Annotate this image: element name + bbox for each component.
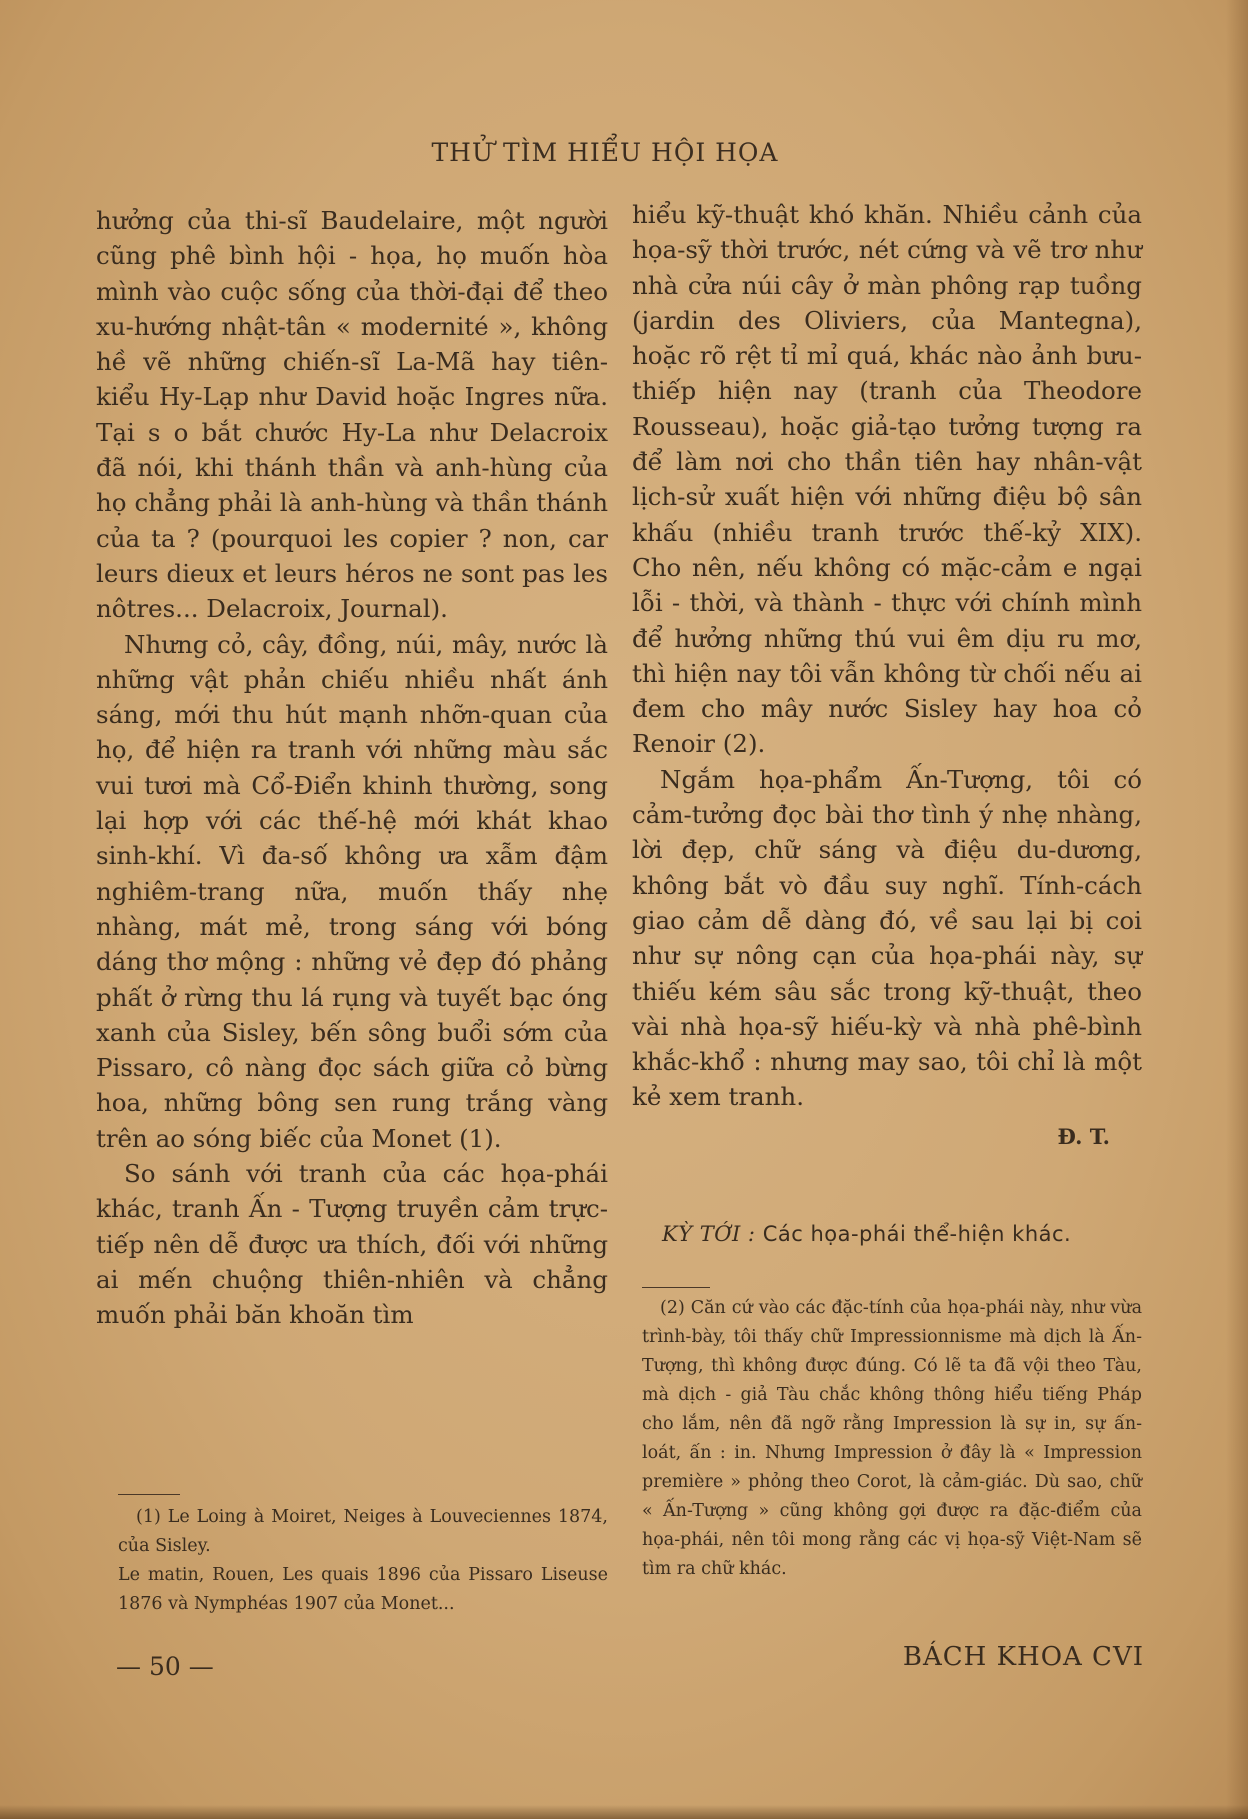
page-edge-shadow [1226, 0, 1248, 1819]
footnotes-left [118, 1503, 608, 1619]
author-signature: Đ. T. [1057, 1123, 1110, 1149]
magazine-name: BÁCH KHOA CVI [902, 1642, 1144, 1672]
left-column [96, 203, 608, 1333]
next-issue-text: Các họa-phái thể-hiện khác. [762, 1222, 1072, 1246]
right-column [632, 197, 1142, 1154]
footnote: Le matin, Rouen, Les quais 1896 của Pissaro Liseuse 1876 và Nymphéas 1907 của Monet... [118, 1565, 608, 1614]
footnote-rule [118, 1494, 180, 1495]
running-title: THỬ TÌM HIỂU HỘI HỌA [431, 138, 779, 167]
footnotes-right [642, 1294, 1142, 1584]
paragraph: hưởng của thi-sĩ Baudelaire, một người cũng phê bình hội - họa, họ muốn hòa mình vào cuộc sống của thời-đại để theo xu-hướng nhật-tân « modernité », không hề vẽ những chiến-sĩ La-Mã hay tiên-kiểu Hy-Lạp như David hoặc Ingres nữa. Tại s o bắt chước Hy-La như Delacroix đã nói, khi thánh thần và anh-hùng của họ chẳng phải là anh-hùng và thần thánh của ta ? (pourquoi les copier ? non, car leurs dieux et leurs héros ne sont pas les nôtres... Delacroix, Journal). [96, 206, 608, 624]
next-issue-note [662, 1222, 1142, 1246]
paragraph: hiểu kỹ-thuật khó khăn. Nhiều cảnh của họa-sỹ thời trước, nét cứng và vẽ trơ như nhà cửa núi cây ở màn phông rạp tuồng (jardin des Oliviers, của Mantegna), hoặc rõ rệt tỉ mỉ quá, khác nào ảnh bưu-thiếp hiện nay (tranh của Theodore Rousseau), hoặc giả-tạo tưởng tượng ra để làm nơi cho thần tiên hay nhân-vật lịch-sử xuất hiện với những điệu bộ sân khấu (nhiều tranh trước thế-kỷ XIX). Cho nên, nếu không có mặc-cảm e ngại lỗi - thời, và thành - thực với chính mình để hưởng những thú vui êm dịu ru mơ, thì hiện nay tôi vẫn không từ chối nếu ai đem cho mây nước Sisley hay hoa cỏ Renoir (2). [632, 200, 1142, 759]
paragraph: So sánh với tranh của các họa-phái khác, tranh Ấn - Tượng truyền cảm trực-tiếp nên dễ được ưa thích, đối với những ai mến chuộng thiên-nhiên và chẳng muốn phải băn khoăn tìm [96, 1159, 608, 1330]
page-number: — 50 — [116, 1652, 214, 1681]
paragraph: Nhưng cỏ, cây, đồng, núi, mây, nước là những vật phản chiếu nhiều nhất ánh sáng, mới thu hút mạnh nhỡn-quan của họ, để hiện ra tranh với những màu sắc vui tươi mà Cổ-Điển khinh thường, song lại hợp với các thế-hệ mới khát khao sinh-khí. Vì đa-số không ưa xẫm đậm nghiêm-trang nữa, muốn thấy nhẹ nhàng, mát mẻ, trong sáng với bóng dáng thơ mộng : những vẻ đẹp đó phảng phất ở rừng thu lá rụng và tuyết bạc óng xanh của Sisley, bến sông buổi sớm của Pissaro, cô nàng đọc sách giữa cỏ bừng hoa, những bông sen rung trắng vàng trên ao sóng biếc của Monet (1). [96, 629, 608, 1153]
paragraph: Ngắm họa-phẩm Ấn-Tượng, tôi có cảm-tưởng đọc bài thơ tình ý nhẹ nhàng, lời đẹp, chữ sáng và điệu du-dương, không bắt vò đầu suy nghĩ. Tính-cách giao cảm dễ dàng đó, về sau lại bị coi như sự nông cạn của họa-phái này, sự thiếu kém sâu sắc trong kỹ-thuật, theo vài nhà họa-sỹ hiếu-kỳ và nhà phê-bình khắc-khổ : nhưng may sao, tôi chỉ là một kẻ xem tranh. [632, 764, 1142, 1112]
page-bottom-shadow [0, 1805, 1248, 1819]
footnote: (1) Le Loing à Moiret, Neiges à Louveciennes 1874, của Sisley. [118, 1507, 608, 1556]
footnote: (2) Căn cứ vào các đặc-tính của họa-phái này, như vừa trình-bày, tôi thấy chữ Impressionnisme mà dịch là Ấn-Tượng, thì không được đúng. Có lẽ ta đã vội theo Tàu, mà dịch - giả Tàu chắc không thông hiểu tiếng Pháp cho lắm, nên đã ngỡ rằng Impression là sự in, sự ấn-loát, ấn : in. Nhưng Impression ở đây là « Impression première » phỏng theo Corot, là cảm-giác. Dù sao, chữ « Ấn-Tượng » cũng không gợi được ra đặc-điểm của họa-phái, nên tôi mong rằng các vị họa-sỹ Việt-Nam sẽ tìm ra chữ khác. [642, 1298, 1142, 1579]
next-issue-label: KỲ TỚI : [662, 1222, 756, 1246]
footnote-rule [642, 1287, 710, 1288]
